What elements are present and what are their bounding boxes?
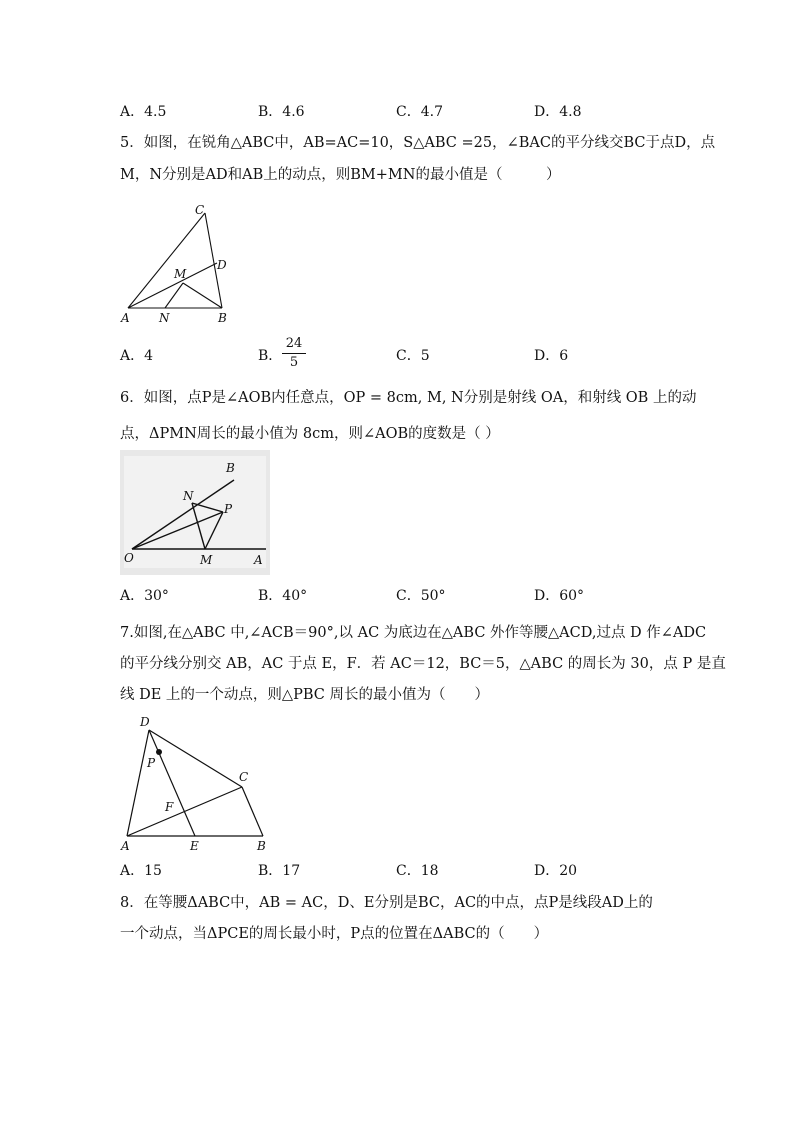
q5-option-a: A．4 (120, 348, 154, 364)
q4-option-c: C．4.7 (396, 104, 443, 120)
q5-option-b-fraction (282, 336, 306, 371)
q5-option-d: D．6 (534, 348, 569, 364)
q5-option-b-numerator: 24 (285, 336, 303, 351)
q6-label-m: M (200, 553, 213, 567)
q7-option-b: B．17 (258, 863, 301, 879)
q5-label-m: M (174, 267, 187, 281)
q5-text-line2: M，N分别是AD和AB上的动点，则BM+MN的最小值是（ ） (120, 167, 561, 183)
q7-label-c: C (239, 770, 249, 784)
q7-label-d: D (140, 715, 150, 729)
q5-text-line1: 5．如图，在锐角△ABC中，AB=AC=10，S△ABC =25，∠BAC的平分线交BC于点D，点 (120, 135, 716, 151)
q4-option-d: D．4.8 (534, 104, 582, 120)
q5-option-b-prefix: B． (258, 348, 283, 364)
q7-option-d: D．20 (534, 863, 578, 879)
q7-label-e: E (190, 839, 199, 853)
q7-option-c: C．18 (396, 863, 439, 879)
q7-text-line3: 线 DE 上的一个动点，则△PBC 周长的最小值为（ ） (120, 687, 489, 703)
q6-label-p: P (224, 502, 233, 516)
q6-option-c: C．50° (396, 588, 446, 604)
q4-option-b: B．4.6 (258, 104, 305, 120)
q6-figure (120, 450, 270, 575)
q6-label-a: A (254, 553, 263, 567)
q7-label-a: A (121, 839, 130, 853)
q4-option-a: A．4.5 (120, 104, 167, 120)
q5-option-b-denominator: 5 (289, 355, 299, 370)
q7-label-f: F (165, 800, 174, 814)
q8-text-line2: 一个动点，当ΔPCE的周长最小时，P点的位置在ΔABC的（ ） (120, 926, 549, 942)
q5-label-a: A (121, 311, 130, 325)
q7-option-a: A．15 (120, 863, 162, 879)
q5-option-c: C．5 (396, 348, 430, 364)
q5-label-d: D (217, 258, 227, 272)
q5-label-b: B (218, 311, 227, 325)
q6-text-line1: 6．如图，点P是∠AOB内任意点，OP = 8cm, M, N分别是射线 OA，和射线 OB 上的动 (120, 390, 697, 406)
q6-label-n: N (183, 489, 194, 503)
q5-label-c: C (195, 203, 205, 217)
q6-option-b: B．40° (258, 588, 308, 604)
q6-option-d: D．60° (534, 588, 585, 604)
q6-label-o: O (124, 551, 134, 565)
q6-option-a: A．30° (120, 588, 169, 604)
q5-label-n: N (159, 311, 170, 325)
q5-figure (115, 198, 245, 328)
q7-text-line2: 的平分线分别交 AB，AC 于点 E，F．若 AC＝12，BC＝5，△ABC 的周长为 30，点 P 是直 (120, 656, 726, 672)
q7-label-p: P (147, 756, 156, 770)
q7-figure (115, 712, 275, 857)
q7-text-line1: 7.如图,在△ABC 中,∠ACB＝90°,以 AC 为底边在△ABC 外作等腰△ACD,过点 D 作∠ADC (120, 625, 707, 641)
q8-text-line1: 8．在等腰ΔABC中，AB = AC，D、E分别是BC，AC的中点，点P是线段AD上的 (120, 895, 653, 911)
q6-label-b: B (226, 461, 235, 475)
q6-text-line2: 点，ΔPMN周长的最小值为 8cm，则∠AOB的度数是（ ） (120, 426, 500, 442)
q7-label-b: B (257, 839, 266, 853)
